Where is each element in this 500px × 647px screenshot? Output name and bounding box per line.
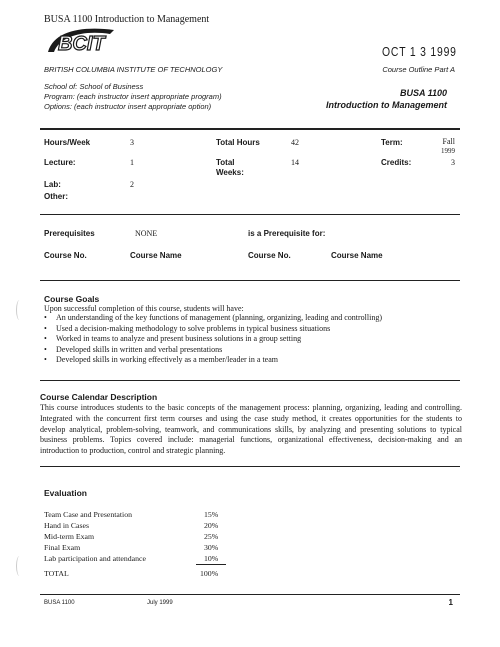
calendar-heading: Course Calendar Description (40, 392, 158, 402)
calendar-rule (40, 466, 460, 467)
document-title: BUSA 1100 Introduction to Management (44, 14, 210, 25)
lecture-value: 1 (130, 158, 134, 167)
options-line: Options: (each instructor insert appropriate option) (44, 102, 212, 111)
evaluation-item: Final Exam (44, 543, 81, 552)
term-label: Term: (381, 138, 403, 147)
hours-week-value: 3 (130, 138, 134, 147)
evaluation-weight: 30% (204, 543, 219, 552)
total-rule (196, 564, 226, 565)
institute-name: BRITISH COLUMBIA INSTITUTE OF TECHNOLOGY (44, 65, 223, 74)
punch-hole-mark (16, 556, 23, 576)
total-weeks-label: Total (216, 158, 235, 167)
evaluation-total-value: 100% (200, 569, 219, 578)
received-date-stamp: OCT 1 3 1999 (382, 44, 457, 59)
footer-rule (40, 594, 460, 595)
footer-date: July 1999 (147, 600, 173, 606)
svg-text:BCIT: BCIT (58, 33, 105, 55)
total-weeks-value: 14 (291, 158, 299, 167)
bcit-logo (44, 24, 118, 56)
calendar-description: This course introduces students to the basic concepts of the management process: planning, organizing, leading and controlling. Integrated with the concurrent first term courses and using the case study method, it creates opportunities for the students to develop analytical, problem-solving, teamwork, and communications skills, by analyzing and presenting solutions to typical business problems. Topics covered include: managerial functions, organizational effectiveness, decision-making and an introduction to production, control and strategic planning. (40, 403, 462, 456)
evaluation-item: Mid-term Exam (44, 532, 95, 541)
course-name-header-1: Course Name (130, 251, 182, 260)
outline-part: Course Outline Part A (382, 65, 455, 74)
prereq-rule (40, 280, 460, 281)
credits-value: 3 (451, 158, 455, 167)
goal-item: • Worked in teams to analyze and present business solutions in a group setting (56, 334, 476, 345)
footer-course-code: BUSA 1100 (44, 600, 75, 606)
course-no-header-2: Course No. (248, 251, 291, 260)
prereq-for-label: is a Prerequisite for: (248, 229, 326, 238)
goals-heading: Course Goals (44, 294, 100, 304)
course-no-header-1: Course No. (44, 251, 87, 260)
evaluation-weight: 10% (204, 554, 219, 563)
evaluation-item: Hand in Cases (44, 521, 90, 530)
school-line: School of: School of Business (44, 82, 144, 91)
punch-hole-mark (16, 300, 23, 320)
course-name-header-2: Course Name (331, 251, 383, 260)
evaluation-weight: 15% (204, 510, 219, 519)
evaluation-heading: Evaluation (44, 488, 87, 498)
hours-rule (40, 214, 460, 215)
goal-item: • An understanding of the key functions of management (planning, organizing, leading and controlling) (56, 313, 476, 324)
prereq-label: Prerequisites (44, 229, 95, 238)
lecture-label: Lecture: (44, 158, 76, 167)
term-year: 1999 (441, 147, 455, 155)
lab-value: 2 (130, 180, 134, 189)
credits-label: Credits: (381, 158, 412, 167)
other-label: Other: (44, 192, 68, 201)
course-name: Introduction to Management (326, 100, 447, 110)
goal-item: • Developed skills in written and verbal presentations (56, 345, 476, 356)
prereq-value: NONE (135, 229, 158, 238)
goals-list (44, 313, 476, 366)
page-number: 1 (448, 598, 453, 607)
total-hours-label: Total Hours (216, 138, 260, 147)
lab-label: Lab: (44, 180, 61, 189)
term-value: Fall (442, 137, 455, 146)
header-rule (40, 128, 460, 130)
goal-item: • Developed skills in working effectively as a member/leader in a team (56, 355, 476, 366)
total-hours-value: 42 (291, 138, 299, 147)
goal-item: • Used a decision-making methodology to solve problems in typical business situations (56, 324, 476, 335)
evaluation-weight: 20% (204, 521, 219, 530)
course-code: BUSA 1100 (399, 88, 447, 98)
goals-intro: Upon successful completion of this course, students will have: (44, 304, 244, 313)
program-line: Program: (each instructor insert appropriate program) (44, 92, 222, 101)
evaluation-item: Team Case and Presentation (44, 510, 133, 519)
goals-rule (40, 380, 460, 381)
evaluation-weight: 25% (204, 532, 219, 541)
hours-week-label: Hours/Week (44, 138, 91, 147)
evaluation-item: Lab participation and attendance (44, 554, 146, 563)
evaluation-total-label: TOTAL (44, 569, 69, 578)
total-weeks-label-2: Weeks: (216, 168, 244, 177)
